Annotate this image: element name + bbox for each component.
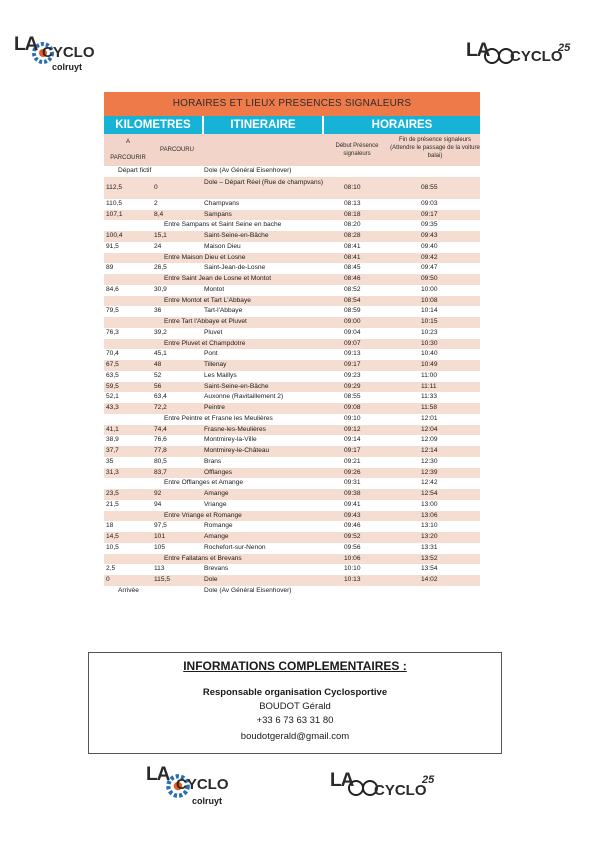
table-row bbox=[104, 532, 480, 543]
place-name: Vriange bbox=[204, 500, 227, 508]
start-time: 09:14 bbox=[344, 436, 361, 444]
km-done: 56 bbox=[154, 382, 162, 390]
km-done: 76,6 bbox=[154, 436, 167, 444]
info-title: INFORMATIONS COMPLEMENTAIRES : bbox=[183, 659, 407, 673]
km-done: 115,5 bbox=[154, 576, 171, 583]
km-remaining: Arrivée bbox=[118, 586, 139, 594]
info-email: boudotgerald@gmail.com bbox=[240, 731, 350, 742]
subheader-parcourir: PARCOURIR bbox=[110, 155, 146, 161]
place-name: Saint-Seine-en-Bâche bbox=[204, 382, 269, 390]
place-name: Saint-Jean-de-Losne bbox=[204, 264, 266, 272]
start-time: 09:21 bbox=[344, 457, 361, 465]
table-row bbox=[104, 285, 480, 296]
table-row bbox=[104, 414, 480, 425]
subheader-debut: Début Présence signaleurs bbox=[335, 143, 379, 157]
start-time: 08:41 bbox=[344, 253, 361, 261]
logo-la-text: LA bbox=[466, 40, 490, 61]
subheader-a: A bbox=[125, 139, 130, 145]
place-name: Entre Tart l'Abbaye et Pluvet bbox=[164, 318, 247, 325]
start-time: 08:46 bbox=[344, 275, 361, 282]
km-remaining: 59,5 bbox=[106, 382, 119, 390]
place-name: Amange bbox=[204, 533, 229, 540]
km-remaining: 41,1 bbox=[106, 425, 119, 433]
km-remaining: 38,9 bbox=[106, 436, 119, 444]
end-time: 12:39 bbox=[421, 468, 438, 476]
km-done: 101 bbox=[154, 533, 166, 540]
table-body bbox=[104, 166, 480, 597]
place-name: Entre Sampans et Saint Seine en bache bbox=[164, 221, 282, 229]
la-cyclo-25-logo bbox=[466, 40, 578, 76]
start-time: 09:10 bbox=[344, 414, 361, 422]
subheader-fin: Fin de présence signaleurs (Attendre le passage de la voiture balai) bbox=[390, 137, 480, 159]
logo-colruyt-text: colruyt bbox=[52, 62, 83, 72]
end-time: 09:40 bbox=[421, 242, 438, 250]
start-time: 10:06 bbox=[344, 554, 361, 562]
end-time: 14:02 bbox=[421, 576, 438, 583]
schedule-table bbox=[104, 92, 480, 597]
table-row bbox=[104, 339, 480, 350]
km-remaining: 89 bbox=[106, 264, 114, 272]
km-remaining: 35 bbox=[106, 457, 114, 465]
place-name: Auxonne (Ravitaillement 2) bbox=[204, 393, 284, 401]
place-name: Entre Vriange et Romange bbox=[164, 511, 242, 519]
start-time: 08:54 bbox=[344, 296, 361, 304]
logo-cyclo-text: CYCLO bbox=[42, 44, 95, 61]
place-name: Amange bbox=[204, 490, 229, 497]
table-row bbox=[104, 446, 480, 457]
km-remaining: 23,5 bbox=[106, 490, 119, 497]
la-cyclo-25-logo-bottom bbox=[330, 770, 440, 808]
table-row bbox=[104, 263, 480, 274]
km-remaining: 70,4 bbox=[106, 350, 119, 358]
start-time: 09:23 bbox=[344, 371, 361, 379]
km-remaining: 63,5 bbox=[106, 371, 119, 379]
header-kilometres: KILOMETRES bbox=[104, 116, 202, 134]
km-remaining: 10,5 bbox=[106, 543, 119, 551]
start-time: 08:45 bbox=[344, 264, 361, 272]
km-done: 36 bbox=[154, 307, 162, 315]
place-name: Entre Maison Dieu et Losne bbox=[164, 253, 246, 261]
km-done: 48 bbox=[154, 361, 162, 368]
km-remaining: 100,4 bbox=[106, 232, 123, 239]
table-row bbox=[104, 489, 480, 500]
logo-cyclo-text: CYCLO bbox=[374, 782, 427, 799]
table-row bbox=[104, 231, 480, 242]
info-phone: +33 6 73 63 31 80 bbox=[256, 715, 334, 726]
km-remaining: 76,3 bbox=[106, 328, 119, 336]
place-name: Entre Fallatans et Brevans bbox=[164, 554, 242, 562]
km-remaining: 112,5 bbox=[106, 183, 123, 191]
start-time: 09:17 bbox=[344, 361, 361, 368]
start-time: 09:13 bbox=[344, 350, 361, 358]
place-name: Offlanges bbox=[204, 468, 233, 476]
end-time: 10:23 bbox=[421, 328, 438, 336]
end-time: 13:31 bbox=[421, 543, 438, 551]
table-row bbox=[104, 521, 480, 532]
end-time: 13:10 bbox=[421, 522, 438, 530]
km-done: 74,4 bbox=[154, 425, 167, 433]
place-name: Romange bbox=[204, 522, 233, 530]
end-time: 09:47 bbox=[421, 264, 438, 272]
start-time: 08:10 bbox=[344, 183, 361, 191]
table-row bbox=[104, 425, 480, 436]
km-done: 39,2 bbox=[154, 328, 167, 336]
table-row bbox=[104, 296, 480, 307]
start-time: 08:20 bbox=[344, 221, 361, 229]
start-time: 09:46 bbox=[344, 522, 361, 530]
km-done: 30,9 bbox=[154, 285, 167, 293]
start-time: 08:41 bbox=[344, 242, 361, 250]
start-time: 09:00 bbox=[344, 318, 361, 325]
start-time: 10:10 bbox=[344, 565, 361, 573]
place-name: Dole – Départ Réel (Rue de champvans) bbox=[204, 178, 324, 186]
km-done: 15,1 bbox=[154, 232, 167, 239]
header-itineraire: ITINERAIRE bbox=[204, 116, 322, 134]
table-row bbox=[104, 382, 480, 393]
table-row bbox=[104, 220, 480, 231]
km-remaining: Départ fictif bbox=[118, 167, 152, 174]
place-name: Entre Montot et Tart L'Abbaye bbox=[164, 296, 251, 304]
km-remaining: 107,1 bbox=[106, 210, 123, 218]
place-name: Frasne-les-Meulières bbox=[204, 425, 266, 433]
place-name: Les Maillys bbox=[204, 371, 237, 379]
start-time: 09:29 bbox=[344, 382, 361, 390]
end-time: 12:09 bbox=[421, 436, 438, 444]
km-remaining: 14,5 bbox=[106, 533, 119, 540]
table-row bbox=[104, 392, 480, 403]
table-row bbox=[104, 253, 480, 264]
info-box bbox=[88, 652, 502, 754]
km-done: 72,2 bbox=[154, 404, 167, 411]
end-time: 10:49 bbox=[421, 361, 438, 368]
table-row bbox=[104, 564, 480, 575]
km-remaining: 0 bbox=[106, 576, 110, 583]
km-remaining: 2,5 bbox=[106, 565, 116, 573]
km-remaining: 31,3 bbox=[106, 468, 119, 476]
table-row bbox=[104, 306, 480, 317]
end-time: 10:30 bbox=[421, 339, 438, 347]
table-row bbox=[104, 166, 480, 177]
table-row bbox=[104, 242, 480, 253]
info-organisation: Responsable organisation Cyclosportive bbox=[202, 687, 388, 698]
table-row bbox=[104, 360, 480, 371]
place-name: Entre Pluvet et Champdotre bbox=[164, 339, 246, 347]
start-time: 08:55 bbox=[344, 393, 361, 401]
place-name: Montmirey-le-Château bbox=[204, 447, 270, 454]
la-cyclo-colruyt-logo-bottom bbox=[146, 764, 240, 812]
end-time: 10:15 bbox=[421, 318, 438, 325]
km-done: 2 bbox=[154, 199, 158, 207]
km-remaining: 91,5 bbox=[106, 242, 119, 250]
start-time: 09:43 bbox=[344, 511, 361, 519]
header-horaires: HORAIRES bbox=[324, 116, 480, 134]
km-done: 80,5 bbox=[154, 457, 167, 465]
km-done: 63,4 bbox=[154, 393, 167, 401]
end-time: 12:04 bbox=[421, 425, 438, 433]
end-time: 09:35 bbox=[421, 221, 438, 229]
end-time: 09:17 bbox=[421, 210, 438, 218]
start-time: 08:13 bbox=[344, 199, 361, 207]
end-time: 12:42 bbox=[421, 479, 438, 487]
place-name: Brans bbox=[204, 457, 222, 465]
end-time: 10:14 bbox=[421, 307, 438, 315]
place-name: Dole (Av Général Eisenhover) bbox=[204, 167, 292, 174]
start-time: 09:08 bbox=[344, 404, 361, 411]
km-done: 97,5 bbox=[154, 522, 167, 530]
table-row bbox=[104, 575, 480, 586]
place-name: Maison Dieu bbox=[204, 242, 241, 250]
start-time: 09:56 bbox=[344, 543, 361, 551]
place-name: Rochefort-sur-Nenon bbox=[204, 543, 266, 551]
table-row bbox=[104, 274, 480, 285]
km-done: 45,1 bbox=[154, 350, 167, 358]
table-row bbox=[104, 210, 480, 221]
start-time: 08:52 bbox=[344, 285, 361, 293]
table-row bbox=[104, 478, 480, 489]
table-row bbox=[104, 554, 480, 565]
place-name: Montot bbox=[204, 285, 225, 293]
km-done: 77,8 bbox=[154, 447, 167, 454]
end-time: 09:03 bbox=[421, 199, 438, 207]
place-name: Entre Peintre et Frasne les Meulières bbox=[164, 414, 273, 422]
table-row bbox=[104, 371, 480, 382]
table-row bbox=[104, 349, 480, 360]
start-time: 08:18 bbox=[344, 210, 361, 218]
place-name: Brevans bbox=[204, 565, 229, 573]
end-time: 10:08 bbox=[421, 296, 438, 304]
logo-colruyt-text: colruyt bbox=[192, 796, 223, 806]
end-time: 10:00 bbox=[421, 285, 438, 293]
table-row bbox=[104, 199, 480, 210]
logo-la-text: LA bbox=[146, 764, 170, 785]
start-time: 09:38 bbox=[344, 490, 361, 497]
km-remaining: 67,5 bbox=[106, 361, 119, 368]
table-row bbox=[104, 511, 480, 522]
km-remaining: 21,5 bbox=[106, 500, 119, 508]
km-done: 83,7 bbox=[154, 468, 167, 476]
km-remaining: 84,6 bbox=[106, 285, 119, 293]
start-time: 09:04 bbox=[344, 328, 361, 336]
place-name: Montmirey-la-Ville bbox=[204, 436, 257, 444]
end-time: 09:43 bbox=[421, 232, 438, 239]
km-remaining: 37,7 bbox=[106, 447, 119, 454]
end-time: 08:55 bbox=[421, 183, 438, 191]
start-time: 08:28 bbox=[344, 232, 361, 239]
end-time: 09:42 bbox=[421, 253, 438, 261]
place-name: Saint-Seine-en-Bâche bbox=[204, 232, 269, 239]
km-done: 8,4 bbox=[154, 210, 164, 218]
km-done: 94 bbox=[154, 500, 162, 508]
start-time: 09:52 bbox=[344, 533, 361, 540]
start-time: 09:31 bbox=[344, 479, 361, 487]
end-time: 13:06 bbox=[421, 511, 438, 519]
start-time: 09:17 bbox=[344, 447, 361, 454]
place-name: Tillenay bbox=[204, 361, 227, 368]
start-time: 09:41 bbox=[344, 500, 361, 508]
km-remaining: 43,3 bbox=[106, 404, 119, 411]
table-row bbox=[104, 586, 480, 597]
end-time: 13:20 bbox=[421, 533, 438, 540]
start-time: 09:26 bbox=[344, 468, 361, 476]
end-time: 12:14 bbox=[421, 447, 438, 454]
table-row bbox=[104, 500, 480, 511]
end-time: 13:00 bbox=[421, 500, 438, 508]
place-name: Sampans bbox=[204, 210, 232, 218]
place-name: Tart-l'Abbaye bbox=[204, 307, 243, 315]
logo-la-text: LA bbox=[14, 34, 38, 55]
table-title: HORAIRES ET LIEUX PRESENCES SIGNALEURS bbox=[104, 92, 480, 116]
la-cyclo-colruyt-logo bbox=[14, 34, 94, 82]
table-subheader bbox=[104, 134, 480, 166]
table-row bbox=[104, 317, 480, 328]
end-time: 11:11 bbox=[421, 382, 437, 390]
logo-cyclo-text: CYCLO bbox=[176, 776, 229, 793]
place-name: Peintre bbox=[204, 404, 225, 411]
km-done: 24 bbox=[154, 242, 162, 250]
km-done: 113 bbox=[154, 565, 165, 573]
km-done: 105 bbox=[154, 543, 166, 551]
end-time: 10:40 bbox=[421, 350, 438, 358]
logo-la-text: LA bbox=[330, 770, 354, 791]
subheader-parcouru: PARCOURU bbox=[160, 147, 194, 153]
km-done: 52 bbox=[154, 371, 162, 379]
place-name: Pont bbox=[204, 350, 218, 358]
start-time: 09:12 bbox=[344, 425, 361, 433]
km-done: 26,5 bbox=[154, 264, 167, 272]
table-row bbox=[104, 435, 480, 446]
table-row bbox=[104, 177, 480, 199]
km-done: 92 bbox=[154, 490, 162, 497]
km-done: 0 bbox=[154, 183, 158, 191]
place-name: Entre Saint Jean de Losne et Montot bbox=[164, 275, 272, 282]
km-remaining: 52,1 bbox=[106, 393, 119, 401]
logo-25-text: 25 bbox=[558, 42, 571, 54]
end-time: 09:50 bbox=[421, 275, 438, 282]
end-time: 11:58 bbox=[421, 404, 438, 411]
table-row bbox=[104, 328, 480, 339]
end-time: 13:54 bbox=[421, 565, 438, 573]
place-name: Dole bbox=[204, 576, 218, 583]
end-time: 11:00 bbox=[421, 371, 438, 379]
km-remaining: 18 bbox=[106, 522, 114, 530]
place-name: Entre Offlanges et Amange bbox=[164, 479, 244, 487]
table-header bbox=[104, 116, 480, 134]
place-name: Champvans bbox=[204, 199, 240, 207]
logo-cyclo-text: CYCLO bbox=[510, 48, 563, 65]
start-time: 09:07 bbox=[344, 339, 361, 347]
end-time: 13:52 bbox=[421, 554, 438, 562]
end-time: 11:33 bbox=[421, 393, 438, 401]
table-row bbox=[104, 543, 480, 554]
logo-25-text: 25 bbox=[422, 774, 435, 786]
info-name: BOUDOT Gérald bbox=[259, 701, 331, 712]
table-row bbox=[104, 468, 480, 479]
place-name: Pluvet bbox=[204, 328, 223, 336]
place-name: Dole (Av Général Eisenhover) bbox=[204, 586, 292, 594]
km-remaining: 79,5 bbox=[106, 307, 119, 315]
end-time: 12:30 bbox=[421, 457, 438, 465]
end-time: 12:01 bbox=[421, 414, 438, 422]
table-row bbox=[104, 457, 480, 468]
end-time: 12:54 bbox=[421, 490, 438, 497]
start-time: 08:59 bbox=[344, 307, 361, 315]
table-row bbox=[104, 403, 480, 414]
start-time: 10:13 bbox=[344, 576, 361, 583]
km-remaining: 110,5 bbox=[106, 199, 123, 207]
